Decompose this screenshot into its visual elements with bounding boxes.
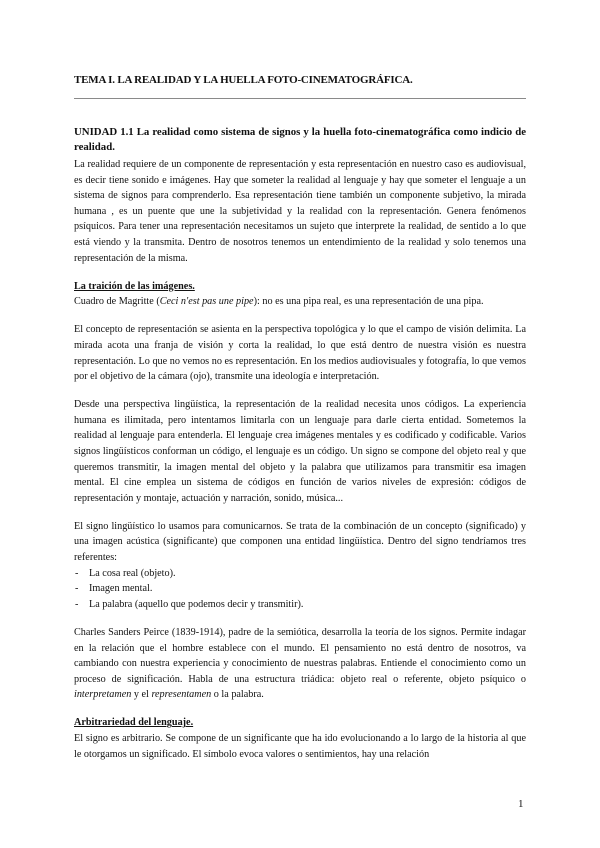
list-item: - Imagen mental. [74,581,526,597]
title-divider [74,98,526,99]
page-number: 1 [518,798,524,810]
section-heading-arbitrariedad: Arbitrariedad del lenguaje. [74,717,194,729]
list-item: - La cosa real (objeto). [74,566,526,582]
magritte-paragraph [74,294,526,310]
linguistic-paragraph: Desde una perspectiva lingüística, la representación de la realidad necesita unos códigos. La experiencia humana es ilimitada, pero intentamos limitarla con un lenguaje para darle cierta entidad. Sometemos la realidad al lenguaje para entenderla. El lenguaje crea imágenes mentales y es codificado y codificable. Varios signos lingüísticos conforman un código, el lenguaje es un código. Un signo se compone del objeto real y que queremos transmitir, la imagen mental del objeto y la palabra que utilizamos para transmitir esa imagen mental. El cine emplea un sistema de códigos en función de varios niveles de expresión: códigos de representación y montaje, actuación y narración, sonido, música... [74,399,526,504]
list-item: - La palabra (aquello que podemos decir y transmitir). [74,597,526,613]
term-interpretamen: interpretamen [74,689,132,701]
sign-paragraph: El signo lingüístico lo usamos para comunicarnos. Se trata de la combinación de un concepto (significado) y una imagen acústica (significante) que componen una entidad lingüística. Dentro del signo tendríamos tres referentes: [74,520,526,564]
peirce-end: o la palabra. [211,689,264,701]
term-representamen: representamen [151,689,212,701]
peirce-paragraph [74,625,526,703]
magritte-prefix: Cuadro de Magritte ( [74,296,160,308]
representation-paragraph: El concepto de representación se asienta en la perspectiva topológica y lo que el campo de visión delimita. La mirada acota una franja de visión y corta la realidad, lo que está dentro de nuestra visión es nuestra representación. Lo que no vemos no es representación. En los medios audiovisuales y fotografía, lo que vemos por el objetivo de la cámara (ojo), transmite una ideología e interpretación. [74,324,526,383]
document-body [74,125,526,762]
intro-paragraph: La realidad requiere de un componente de representación y esta representación en nuestro caso es audiovisual, es decir tiene sonido e imágenes. Hay que someter la realidad al lenguaje y hay que someter el lenguaje a un sistema de signos para comprenderlo. Esa representación tiene también un componente subjetivo, la mirada humana , es un puente que une la subjetividad y la realidad con la representación. Genera fenómenos psíquicos. Para tener una representación necesitamos un sujeto que interprete la realidad, de sentido a lo que está viendo y la transmita. Dentro de nosotros tenemos un entendimiento de la realidad y solo tenemos una representación de la misma. [74,159,526,264]
unit-heading: UNIDAD 1.1 La realidad como sistema de signos y la huella foto-cinematográfica como indicio de realidad. [74,126,526,153]
document-title: TEMA I. LA REALIDAD Y LA HUELLA FOTO-CINEMATOGRÁFICA. [74,74,413,86]
magritte-quote: Ceci n'est pas une pipe [159,296,254,308]
arbitrariness-paragraph: El signo es arbitrario. Se compone de un significante que ha ido evolucionando a lo largo de la historia al que le otorgamos un significado. El símbolo evoca valores o sentimientos, hay una relación [74,733,526,760]
peirce-text: Charles Sanders Peirce (1839-1914), padre de la semiótica, desarrolla la teoría de los signos. Permite indagar en la relación que el hombre establece con el mundo. El pensamiento no está dentro de nosotros, va cambiando con nuestra experiencia y conocimiento de nuestras palabras. Entiende el conocimiento como un proceso de significación. Habla de una estructura triádica: objeto real o referente, objeto psíquico o [74,626,526,685]
magritte-suffix: ): no es una pipa real, es una representación de una pipa. [253,296,484,308]
peirce-mid: y el [131,689,152,701]
section-heading-traicion: La traición de las imágenes. [74,280,195,292]
referents-list [74,566,526,613]
